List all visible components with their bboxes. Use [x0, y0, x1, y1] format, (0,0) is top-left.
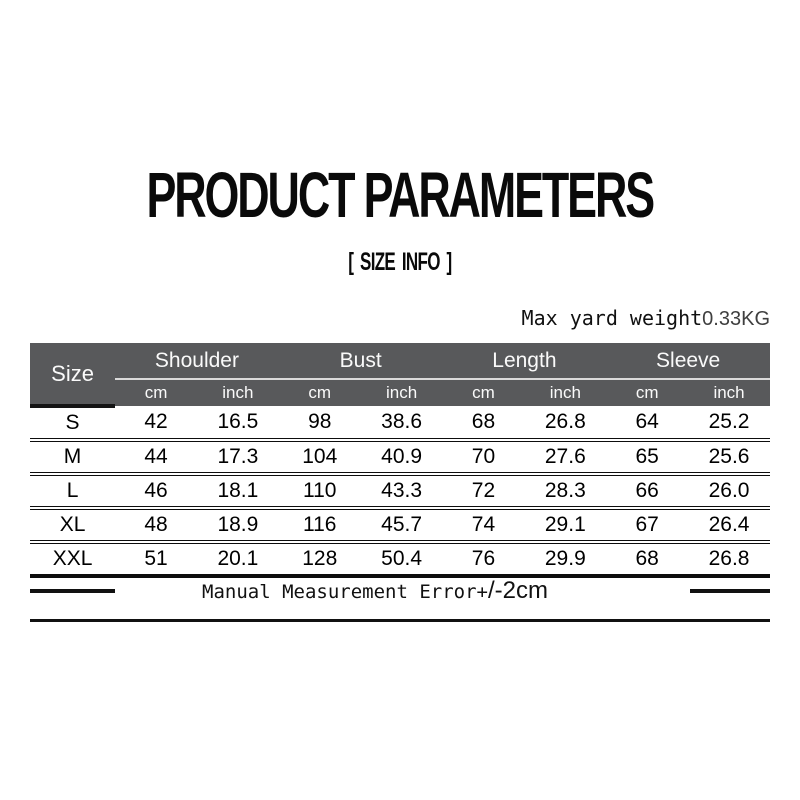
cell-value: 48 — [115, 508, 197, 542]
note-text-prefix: Manual Measurement Error+ — [202, 581, 488, 603]
unit-bust-inch: inch — [361, 379, 443, 406]
cell-value: 70 — [443, 440, 525, 474]
cell-value: 65 — [606, 440, 688, 474]
table-row-xl — [30, 508, 770, 542]
cell-value: 68 — [443, 406, 525, 440]
header-size: Size — [30, 343, 115, 406]
unit-length-cm: cm — [443, 379, 525, 406]
table-row-s — [30, 406, 770, 440]
cell-size: M — [30, 440, 115, 474]
cell-value: 42 — [115, 406, 197, 440]
page-title-wrap — [0, 159, 800, 231]
cell-value: 44 — [115, 440, 197, 474]
cell-value: 26.0 — [688, 474, 770, 508]
measurement-note — [115, 577, 690, 605]
cell-size: XL — [30, 508, 115, 542]
note-right-line — [690, 589, 770, 593]
cell-size: S — [30, 406, 115, 440]
cell-value: 68 — [606, 542, 688, 576]
cell-value: 16.5 — [197, 406, 279, 440]
header-sleeve: Sleeve — [606, 343, 770, 379]
cell-value: 67 — [606, 508, 688, 542]
size-info-subtitle: [ SIZE INFO ] — [348, 248, 452, 276]
cell-value: 29.9 — [524, 542, 606, 576]
cell-value: 116 — [279, 508, 361, 542]
cell-value: 18.1 — [197, 474, 279, 508]
note-left-line — [30, 589, 115, 593]
cell-value: 64 — [606, 406, 688, 440]
cell-size: L — [30, 474, 115, 508]
measurement-note-row — [30, 562, 770, 620]
unit-bust-cm: cm — [279, 379, 361, 406]
cell-value: 29.1 — [524, 508, 606, 542]
cell-value: 66 — [606, 474, 688, 508]
cell-value: 74 — [443, 508, 525, 542]
page-subtitle-wrap — [0, 248, 800, 277]
header-group-row — [30, 343, 770, 379]
weight-label: Max yard weight — [521, 306, 703, 330]
cell-value: 128 — [279, 542, 361, 576]
unit-shoulder-inch: inch — [197, 379, 279, 406]
cell-value: 110 — [279, 474, 361, 508]
table-row-m — [30, 440, 770, 474]
cell-value: 28.3 — [524, 474, 606, 508]
cell-value: 50.4 — [361, 542, 443, 576]
cell-value: 104 — [279, 440, 361, 474]
cell-value: 72 — [443, 474, 525, 508]
cell-value: 18.9 — [197, 508, 279, 542]
cell-value: 17.3 — [197, 440, 279, 474]
cell-value: 25.6 — [688, 440, 770, 474]
unit-sleeve-cm: cm — [606, 379, 688, 406]
header-unit-row — [30, 379, 770, 406]
unit-sleeve-inch: inch — [688, 379, 770, 406]
weight-value: 0.33KG — [702, 308, 770, 330]
header-length: Length — [443, 343, 607, 379]
header-shoulder: Shoulder — [115, 343, 279, 379]
cell-value: 40.9 — [361, 440, 443, 474]
unit-length-inch: inch — [524, 379, 606, 406]
cell-value: 43.3 — [361, 474, 443, 508]
cell-value: 26.4 — [688, 508, 770, 542]
cell-value: 76 — [443, 542, 525, 576]
table-row-l — [30, 474, 770, 508]
cell-size: XXL — [30, 542, 115, 576]
cell-value: 26.8 — [524, 406, 606, 440]
max-yard-weight-line — [522, 306, 770, 331]
cell-value: 20.1 — [197, 542, 279, 576]
cell-value: 27.6 — [524, 440, 606, 474]
cell-value: 38.6 — [361, 406, 443, 440]
bottom-divider-line — [30, 619, 770, 622]
note-text-suffix: /-2cm — [487, 577, 548, 604]
size-chart-table — [30, 343, 770, 578]
cell-value: 26.8 — [688, 542, 770, 576]
unit-shoulder-cm: cm — [115, 379, 197, 406]
cell-value: 51 — [115, 542, 197, 576]
cell-value: 98 — [279, 406, 361, 440]
page-title: PRODUCT PARAMETERS — [146, 159, 654, 231]
cell-value: 46 — [115, 474, 197, 508]
cell-value: 45.7 — [361, 508, 443, 542]
header-bust: Bust — [279, 343, 443, 379]
cell-value: 25.2 — [688, 406, 770, 440]
